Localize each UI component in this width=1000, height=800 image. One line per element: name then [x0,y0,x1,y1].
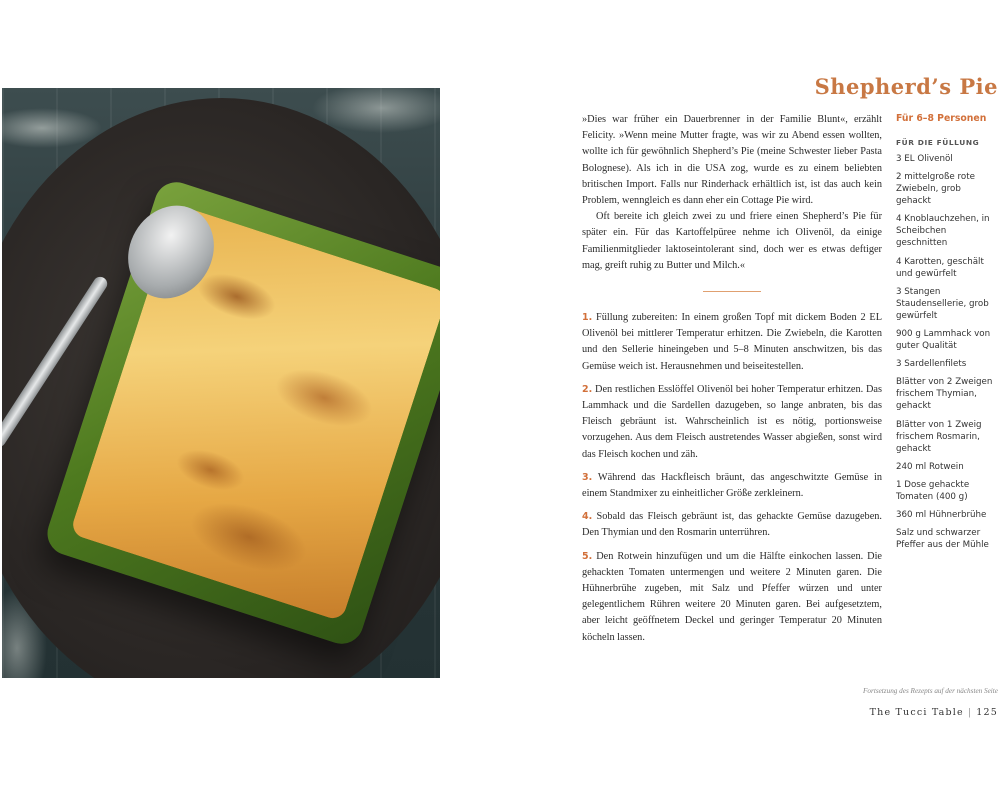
ingredient: 1 Dose gehackte Tomaten (400 g) [896,479,970,502]
ingredient: 360 ml Hühnerbrühe [896,510,987,521]
step-number: 3. [582,471,593,483]
filling-heading: FÜR DIE FÜLLUNG [896,138,980,147]
ingredient: Blätter von 2 Zweigen frischem Thymian, gehackt [896,377,993,412]
step-number: 4. [582,511,593,523]
step-text: Den Rotwein hinzufügen und um die Hälfte einkochen lassen. Die gehackten Tomaten untermengen und weitere 2 Minuten garen. Die Hühnerbrühe zugeben, mit Salz und Pfeffer würzen und unter gelegentlichem Rühren weitere 20 Minuten garen. Bei aufgesetztem, aber leicht geöffnetem Deckel und geringer Temperatur 20 Minuten köcheln lassen. [582,550,882,643]
step [582,382,882,463]
step-text: Füllung zubereiten: In einem großen Topf mit dickem Boden 2 EL Olivenöl bei mittlerer Temperatur erhitzen. Die Zwiebeln, die Karotten und den Sellerie hineingeben und 5–8 Minuten anschwitzen, bis das Gemüse weich ist. Herausnehmen und beiseitestellen. [582,312,882,372]
recipe-photo [2,88,440,678]
intro-paragraph: Oft bereite ich gleich zwei zu und friere einen Shepherd’s Pie für später ein. Für das Kartoffelpüree nehme ich Olivenöl, da einige Familienmitglieder laktoseintolerant sind, doch wer es etwas deftiger mag, greift ruhig zu Butter und Milch.« [582,211,882,271]
recipe-body [582,112,882,653]
step [582,470,882,502]
step-number: 1. [582,312,593,324]
step [582,509,882,541]
step-text: Sobald das Fleisch gebräunt ist, das gehackte Gemüse dazugeben. Den Thymian und den Rosmarin unterrühren. [582,511,882,539]
ingredient: Blätter von 1 Zweig frischem Rosmarin, gehackt [896,419,982,454]
ingredient: 240 ml Rotwein [896,461,964,472]
ingredient: 3 EL Olivenöl [896,154,953,164]
page-number: 125 [976,707,998,718]
ingredient: 3 Sardellenfilets [896,359,967,370]
intro-paragraph: »Dies war früher ein Dauerbrenner in der Familie Blunt«, erzählt Felicity. »Wenn meine Mutter fragte, was wir zu Abend essen wollten, wollte ich für gewöhnlich Shepherd’s Pie (meine Schwester lieber Pasta Bolognese). Als ich in die USA zog, wurde es zu einem beliebten britischen Import. Falls nur Rinderhack erhältlich ist, ist das auch kein Problem, wenngleich es dann eher ein Cottage Pie wird. [582,114,882,207]
page-footer [870,707,998,718]
step-text: Während das Hackfleisch bräunt, das angeschwitzte Gemüse in einem Standmixer zu einheitlicher Größe zerkleinern. [582,471,882,500]
step-number: 5. [582,550,593,562]
ingredients-sidebar [896,113,996,557]
ingredient: 900 g Lammhack von guter Qualität [896,328,991,351]
servings: Für 6–8 Personen [896,113,987,124]
ingredient: 4 Knoblauchzehen, in Scheibchen geschnitten [896,214,990,249]
ingredient: 2 mittelgroße rote Zwiebeln, grob gehackt [896,172,975,207]
divider [703,291,761,292]
ingredient: 4 Karotten, geschält und gewürfelt [896,256,984,279]
ingredient: Salz und schwarzer Pfeffer aus der Mühle [896,528,989,551]
continued-note: Fortsetzung des Rezepts auf der nächsten Seite [863,687,998,695]
step-text: Den restlichen Esslöffel Olivenöl bei hoher Temperatur erhitzen. Das Lammhack und die Sardellen dazugeben, so lange anbraten, bis das Fleisch gebräunt ist. Wahrscheinlich ist es nötig, portionsweise vorzugehen. Aus dem Fleisch austretendes Wasser abgießen, sonst wird das Fleisch kochen und zäh. [582,383,882,460]
step [582,310,882,375]
step [582,549,882,646]
book-title: The Tucci Table [869,707,964,718]
step-number: 2. [582,383,593,395]
ingredient-list [896,153,996,551]
footer-separator: | [967,707,973,718]
ingredient: 3 Stangen Staudensellerie, grob gewürfelt [896,286,989,321]
recipe-title: Shepherd’s Pie [814,74,998,99]
